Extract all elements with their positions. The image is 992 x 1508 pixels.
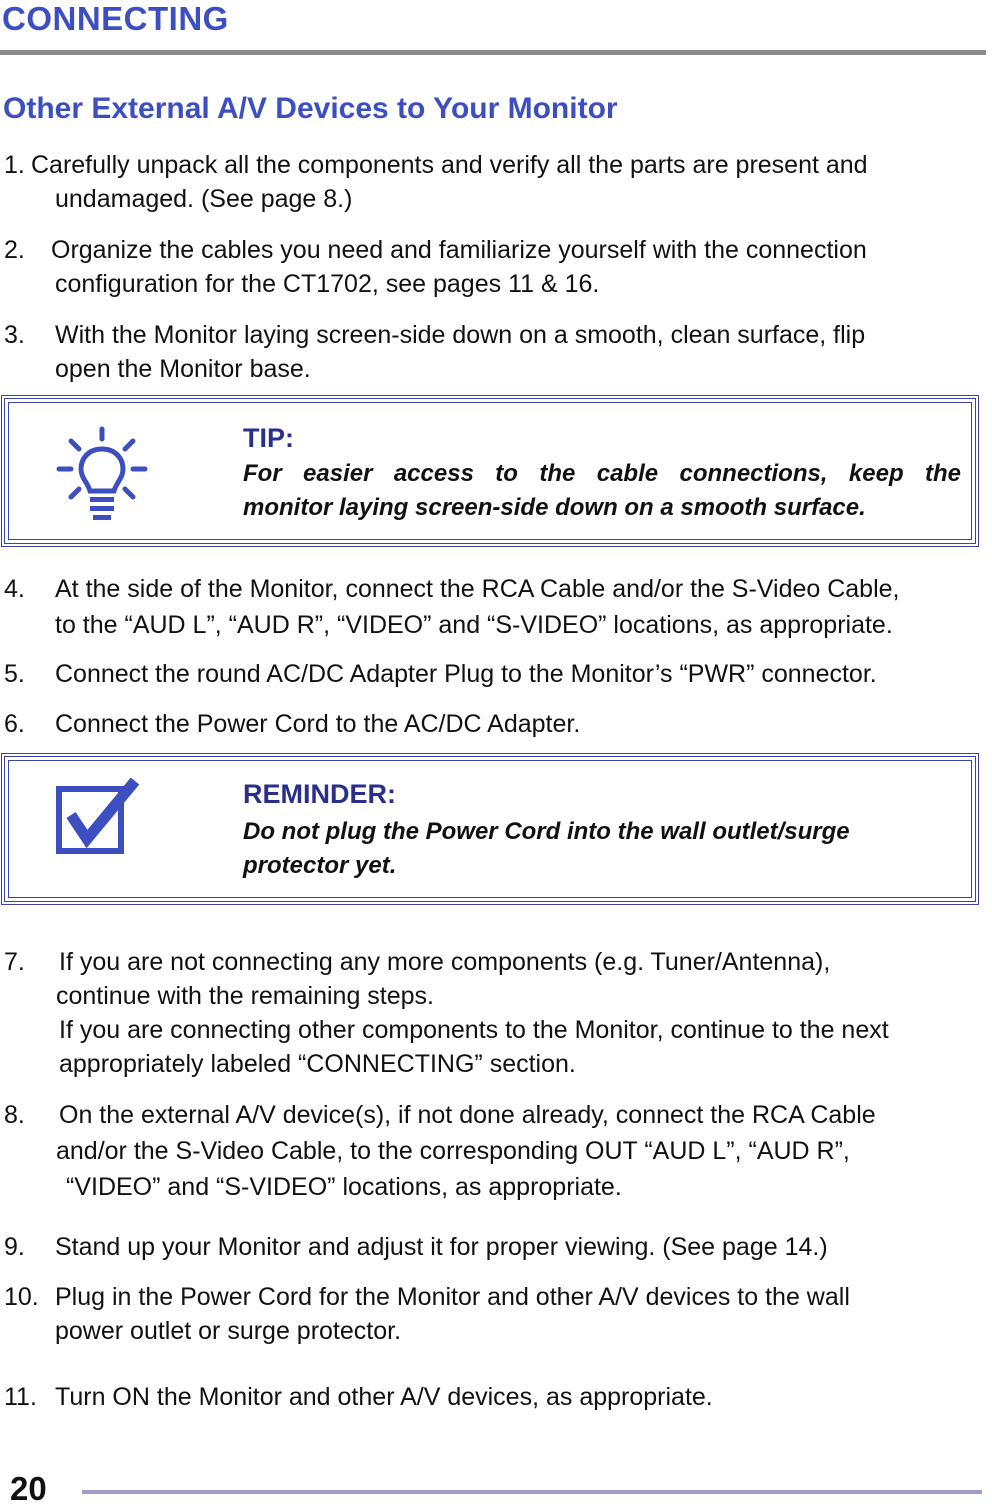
step-text: On the external A/V device(s), if not done already, connect the RCA Cable [59, 1101, 876, 1129]
step-text: If you are connecting other components to the Monitor, continue to the next [59, 1016, 889, 1044]
step-number: 4. [4, 575, 25, 603]
page-number: 20 [10, 1470, 47, 1507]
step-text: If you are not connecting any more components (e.g. Tuner/Antenna), [59, 948, 831, 976]
checkbox-icon [53, 775, 143, 859]
step-text: power outlet or surge protector. [55, 1317, 402, 1345]
step-text: appropriately labeled “CONNECTING” section. [59, 1050, 576, 1078]
step-text: undamaged. (See page 8.) [55, 185, 353, 213]
step-text: Turn ON the Monitor and other A/V devices, as appropriate. [55, 1383, 713, 1411]
top-divider [0, 50, 986, 55]
step-text: Plug in the Power Cord for the Monitor and other A/V devices to the wall [55, 1283, 850, 1311]
step-number: 6. [4, 710, 25, 738]
step-text: At the side of the Monitor, connect the RCA Cable and/or the S-Video Cable, [55, 575, 900, 603]
step-text: Stand up your Monitor and adjust it for proper viewing. (See page 14.) [55, 1233, 828, 1261]
page-subtitle: Other External A/V Devices to Your Monitor [3, 92, 618, 125]
step-number: 2. [4, 236, 25, 264]
step-number: 5. [4, 660, 25, 688]
step-number: 11. [4, 1383, 37, 1411]
reminder-text: protector yet. [243, 852, 397, 879]
lightbulb-icon [55, 425, 149, 533]
section-title: CONNECTING [2, 0, 229, 37]
step-number: 8. [4, 1101, 25, 1129]
step-text: open the Monitor base. [55, 355, 311, 383]
reminder-text: Do not plug the Power Cord into the wall outlet/surge [243, 818, 850, 845]
tip-heading: TIP: [243, 423, 294, 453]
tip-text: For easier access to the cable connections, keep the [243, 460, 961, 487]
step-text: continue with the remaining steps. [56, 982, 434, 1010]
step-text: Carefully unpack all the components and verify all the parts are present and [31, 151, 868, 179]
step-number: 3. [4, 321, 25, 349]
step-number: 7. [4, 948, 25, 976]
step-text: Connect the round AC/DC Adapter Plug to the Monitor’s “PWR” connector. [55, 660, 877, 688]
reminder-heading: REMINDER: [243, 779, 396, 809]
step-text: Connect the Power Cord to the AC/DC Adapter. [55, 710, 581, 738]
step-number: 9. [4, 1233, 25, 1261]
reminder-callout [1, 753, 979, 905]
step-text: With the Monitor laying screen-side down on a smooth, clean surface, flip [55, 321, 866, 349]
step-text: “VIDEO” and “S-VIDEO” locations, as appropriate. [66, 1173, 622, 1201]
bottom-divider [82, 1490, 982, 1494]
step-text: to the “AUD L”, “AUD R”, “VIDEO” and “S-VIDEO” locations, as appropriate. [55, 611, 893, 639]
tip-text: monitor laying screen-side down on a smooth surface. [243, 494, 866, 521]
step-text: and/or the S-Video Cable, to the corresponding OUT “AUD L”, “AUD R”, [56, 1137, 850, 1165]
step-text: configuration for the CT1702, see pages 11 & 16. [55, 270, 600, 298]
step-text: Organize the cables you need and familiarize yourself with the connection [51, 236, 867, 264]
step-number: 1. [4, 151, 25, 179]
step-number: 10. [4, 1283, 39, 1311]
tip-callout [1, 395, 979, 547]
